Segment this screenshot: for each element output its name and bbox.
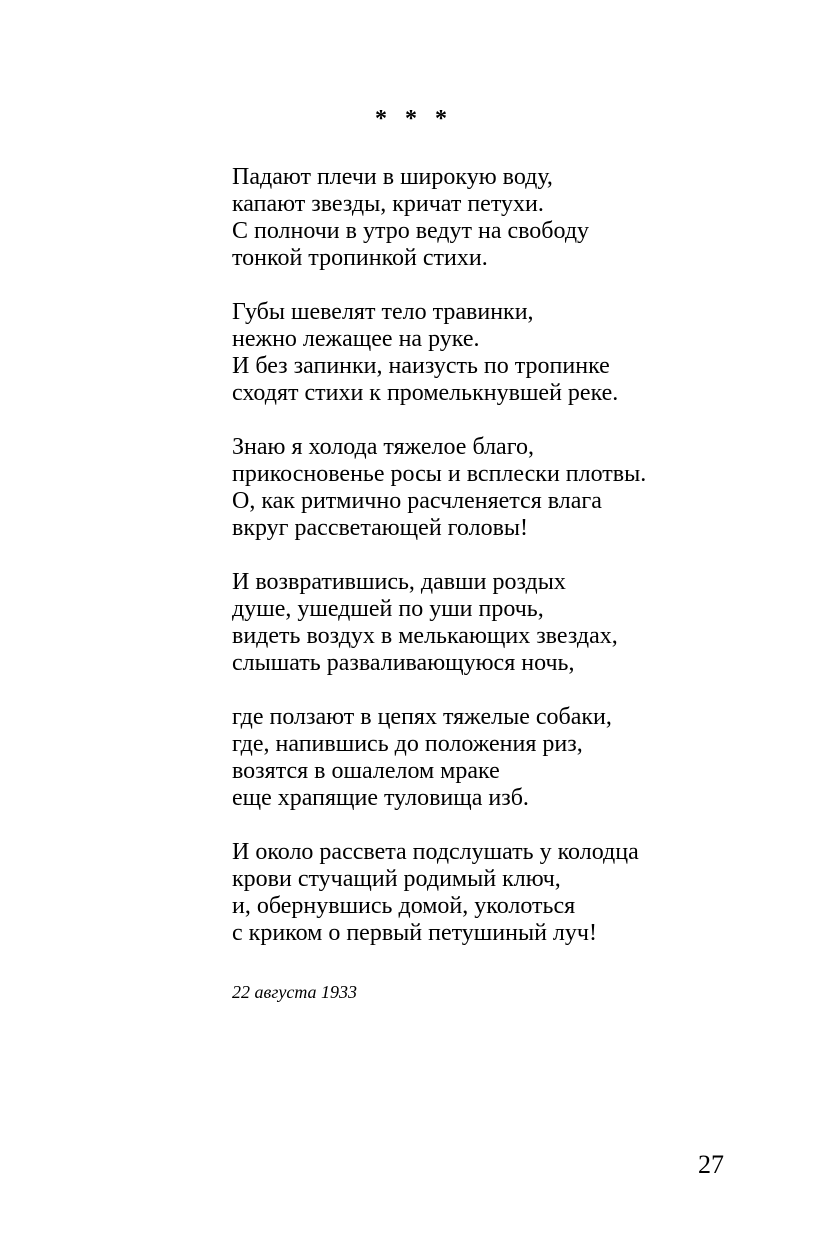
poem-line: С полночи в утро ведут на свободу [232,218,590,244]
stanza-4 [232,569,792,677]
poem-line: сходят стихи к промелькнувшей реке. [232,380,619,406]
poem-line: видеть воздух в мелькающих звездах, [232,623,618,649]
poem-line: душе, ушедшей по уши прочь, [232,596,544,622]
poem-line: И возвратившись, давши роздых [232,569,566,595]
poem-line: Падают плечи в широкую воду, [232,164,553,190]
poem-line: И около рассвета подслушать у колодца [232,839,639,865]
poem-line: где ползают в цепях тяжелые собаки, [232,704,612,730]
poem-line: тонкой тропинкой стихи. [232,245,488,271]
poem-line: нежно лежащее на руке. [232,326,480,352]
page-number: 27 [698,1150,724,1179]
poem-line: прикосновенье росы и всплески плотвы. [232,461,647,487]
poem-line: О, как ритмично расчленяется влага [232,488,602,514]
poem-line: еще храпящие туловища изб. [232,785,529,811]
poem-line: И без запинки, наизусть по тропинке [232,353,610,379]
stanza-6 [232,839,792,947]
poem-line: и, обернувшись домой, уколоться [232,893,576,919]
poem-line: Знаю я холода тяжелое благо, [232,434,534,460]
poem-line: где, напившись до положения риз, [232,731,583,757]
stanza-3 [232,434,792,542]
stanza-1 [232,164,792,272]
poem-line: капают звезды, кричат петухи. [232,191,544,217]
stanza-2 [232,299,792,407]
section-heading: * * * [375,106,453,132]
poem-line: Губы шевелят тело травинки, [232,299,534,325]
stanza-5 [232,704,792,812]
poem-line: возятся в ошалелом мраке [232,758,500,784]
poem-line: слышать разваливающуюся ночь, [232,650,575,676]
poem [232,164,792,974]
poem-line: с криком о первый петушиный луч! [232,920,597,946]
poem-line: крови стучащий родимый ключ, [232,866,561,892]
poem-line: вкруг рассветающей головы! [232,515,529,541]
poem-date: 22 августа 1933 [232,982,358,1002]
